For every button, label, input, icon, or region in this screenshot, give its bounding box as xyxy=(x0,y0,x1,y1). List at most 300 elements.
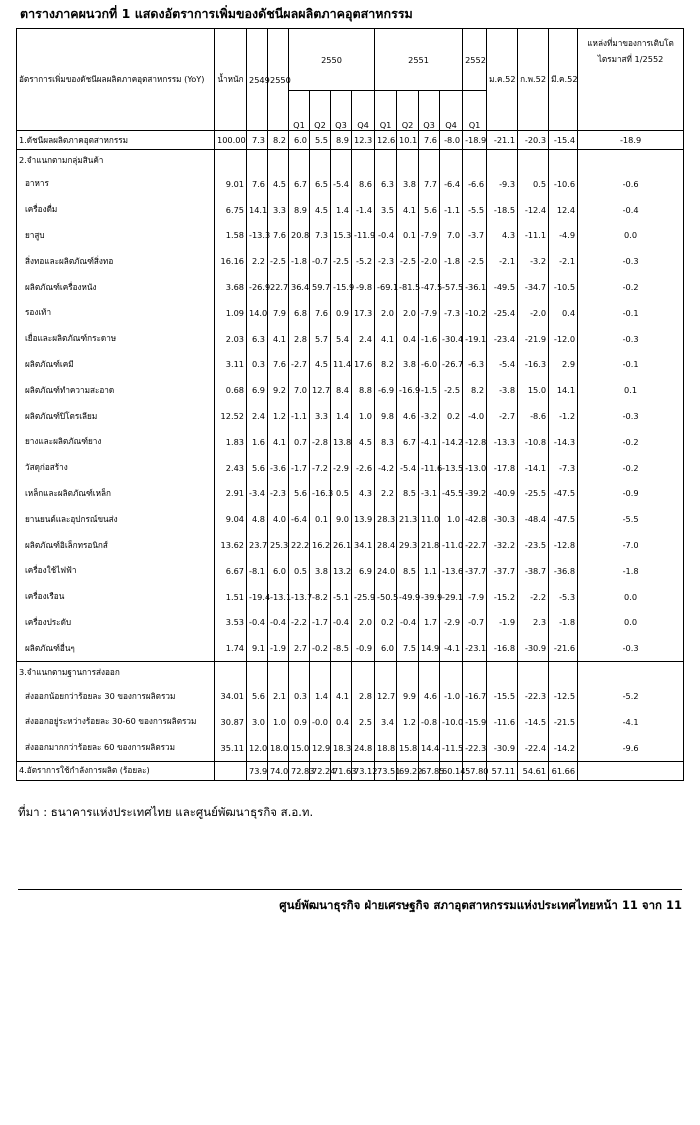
cell-value: 22.7 xyxy=(268,274,289,300)
cell-value: 1.2 xyxy=(397,709,419,735)
cell-value: 7.5 xyxy=(397,635,419,661)
cell-value: 13.2 xyxy=(331,558,352,584)
cell-value: -1.2 xyxy=(549,403,578,429)
cell-value: -12.4 xyxy=(518,197,549,223)
cell-value: 2.9 xyxy=(549,352,578,378)
cell-value: -22.4 xyxy=(518,735,549,761)
cell-value: -1.8 xyxy=(440,248,463,274)
row-label: 2.จำแนกตามกลุ่มสินค้า xyxy=(17,150,215,172)
cell-value: 6.0 xyxy=(375,635,397,661)
cell-value: -4.0 xyxy=(463,403,487,429)
cell-value xyxy=(549,150,578,172)
cell-value: -2.1 xyxy=(487,248,518,274)
cell-value xyxy=(289,662,310,684)
cell-value: -2.2 xyxy=(289,610,310,636)
cell-value: 60.14 xyxy=(440,761,463,780)
cell-value: 2.2 xyxy=(247,248,268,274)
cell-value: 7.6 xyxy=(310,300,331,326)
cell-value: 3.53 xyxy=(215,610,247,636)
cell-value: -30.9 xyxy=(487,735,518,761)
cell-value: -2.7 xyxy=(289,352,310,378)
header-quarter: Q3 xyxy=(331,91,352,131)
cell-value: -0.8 xyxy=(419,709,440,735)
cell-value: -2.2 xyxy=(518,584,549,610)
cell-value: 4.3 xyxy=(487,223,518,249)
cell-value: -2.5 xyxy=(268,248,289,274)
table-row xyxy=(17,610,684,636)
header-indicator-label: อัตราการเพิ่มของดัชนีผลผลิตภาคอุตสาหกรรม (YoY) xyxy=(17,29,215,131)
row-label: ยานยนต์และอุปกรณ์ขนส่ง xyxy=(17,506,215,532)
cell-value: 1.58 xyxy=(215,223,247,249)
table-row xyxy=(17,131,684,150)
cell-value: -9.3 xyxy=(487,171,518,197)
table-row xyxy=(17,352,684,378)
header-growth-source: แหล่งที่มาของการเติบโตไตรมาสที่ 1/2552 xyxy=(578,29,684,131)
row-label: ผลิตภัณฑ์ทำความสะอาด xyxy=(17,377,215,403)
cell-value: -40.9 xyxy=(487,481,518,507)
cell-value: 14.1 xyxy=(247,197,268,223)
cell-value: -15.5 xyxy=(487,683,518,709)
cell-value: 6.7 xyxy=(397,429,419,455)
cell-value xyxy=(578,662,684,684)
cell-value: 3.4 xyxy=(375,709,397,735)
cell-value: 1.83 xyxy=(215,429,247,455)
table-row xyxy=(17,223,684,249)
cell-value: -22.3 xyxy=(518,683,549,709)
cell-value: -1.0 xyxy=(440,683,463,709)
cell-value: -0.1 xyxy=(578,352,684,378)
cell-value: 9.1 xyxy=(247,635,268,661)
cell-value: 1.4 xyxy=(331,197,352,223)
cell-value: -1.7 xyxy=(310,610,331,636)
cell-value: 7.9 xyxy=(268,300,289,326)
cell-value: 1.1 xyxy=(419,558,440,584)
cell-value: -13.1 xyxy=(268,584,289,610)
cell-value: -13.3 xyxy=(247,223,268,249)
cell-value xyxy=(215,662,247,684)
cell-value: -13.0 xyxy=(463,455,487,481)
cell-value: 67.85 xyxy=(419,761,440,780)
cell-value: 4.1 xyxy=(375,326,397,352)
cell-value: -5.1 xyxy=(331,584,352,610)
cell-value: -37.7 xyxy=(463,558,487,584)
cell-value: -0.9 xyxy=(352,635,375,661)
cell-value: 4.6 xyxy=(397,403,419,429)
cell-value: 0.0 xyxy=(578,223,684,249)
cell-value: 8.9 xyxy=(331,131,352,150)
cell-value: -5.5 xyxy=(463,197,487,223)
cell-value: 18.8 xyxy=(375,735,397,761)
cell-value: -1.9 xyxy=(268,635,289,661)
table-row xyxy=(17,481,684,507)
cell-value: -2.5 xyxy=(331,248,352,274)
cell-value: -5.2 xyxy=(352,248,375,274)
cell-value: 1.6 xyxy=(247,429,268,455)
cell-value: -45.5 xyxy=(440,481,463,507)
cell-value: -14.1 xyxy=(518,455,549,481)
cell-value: 3.68 xyxy=(215,274,247,300)
cell-value xyxy=(397,662,419,684)
cell-value: 9.2 xyxy=(268,377,289,403)
cell-value xyxy=(247,150,268,172)
cell-value: -1.8 xyxy=(289,248,310,274)
cell-value: 8.3 xyxy=(375,429,397,455)
cell-value: -6.0 xyxy=(419,352,440,378)
cell-value: -36.8 xyxy=(549,558,578,584)
table-row xyxy=(17,635,684,661)
cell-value: 1.09 xyxy=(215,300,247,326)
cell-value: 8.2 xyxy=(268,131,289,150)
table-row xyxy=(17,532,684,558)
cell-value: 5.6 xyxy=(247,455,268,481)
cell-value: 1.2 xyxy=(268,403,289,429)
cell-value: 2.0 xyxy=(397,300,419,326)
cell-value: 8.2 xyxy=(375,352,397,378)
cell-value: 71.63 xyxy=(331,761,352,780)
cell-value: -12.5 xyxy=(549,683,578,709)
row-label: ยาสูบ xyxy=(17,223,215,249)
cell-value: -39.2 xyxy=(463,481,487,507)
cell-value: 8.4 xyxy=(331,377,352,403)
cell-value: -1.7 xyxy=(289,455,310,481)
cell-value: -8.1 xyxy=(247,558,268,584)
cell-value: -8.0 xyxy=(440,131,463,150)
page-title: ตารางภาคผนวกที่ 1 แสดงอัตราการเพิ่มของดัชนีผลผลิตภาคอุตสาหกรรม xyxy=(20,6,413,21)
cell-value: -12.8 xyxy=(549,532,578,558)
cell-value: -2.5 xyxy=(397,248,419,274)
cell-value: -10.8 xyxy=(518,429,549,455)
page-footer: ศูนย์พัฒนาธุรกิจ ฝ่ายเศรษฐกิจ สภาอุตสาหกรรมแห่งประเทศไทยหน้า 11 จาก 11 xyxy=(279,898,682,912)
cell-value xyxy=(215,150,247,172)
cell-value: -21.9 xyxy=(518,326,549,352)
cell-value xyxy=(268,150,289,172)
cell-value: -4.1 xyxy=(419,429,440,455)
cell-value: -0.4 xyxy=(375,223,397,249)
cell-value: -11.9 xyxy=(352,223,375,249)
cell-value: -37.7 xyxy=(487,558,518,584)
cell-value: 57.11 xyxy=(487,761,518,780)
cell-value xyxy=(487,662,518,684)
cell-value: -11.0 xyxy=(440,532,463,558)
cell-value: 22.2 xyxy=(289,532,310,558)
cell-value: 28.3 xyxy=(375,506,397,532)
cell-value: -23.1 xyxy=(463,635,487,661)
cell-value: 0.4 xyxy=(397,326,419,352)
row-label: เครื่องประดับ xyxy=(17,610,215,636)
cell-value: 3.3 xyxy=(310,403,331,429)
cell-value: 4.5 xyxy=(352,429,375,455)
header-quarters-2552: 2552 xyxy=(463,29,487,91)
table-row xyxy=(17,300,684,326)
cell-value: -57.5 xyxy=(440,274,463,300)
row-label: 3.จำแนกตามฐานการส่งออก xyxy=(17,662,215,684)
cell-value: -9.6 xyxy=(578,735,684,761)
cell-value: -0.1 xyxy=(578,300,684,326)
header-quarter: Q1 xyxy=(463,91,487,131)
table-row xyxy=(17,197,684,223)
cell-value: -7.3 xyxy=(549,455,578,481)
cell-value: 4.1 xyxy=(268,326,289,352)
header-quarter: Q2 xyxy=(310,91,331,131)
row-label: เครื่องดื่ม xyxy=(17,197,215,223)
cell-value: 0.4 xyxy=(549,300,578,326)
cell-value: -25.4 xyxy=(487,300,518,326)
cell-value: -17.8 xyxy=(487,455,518,481)
cell-value: 61.66 xyxy=(549,761,578,780)
cell-value: -0.3 xyxy=(578,635,684,661)
table-row xyxy=(17,735,684,761)
cell-value: 2.2 xyxy=(375,481,397,507)
table-row xyxy=(17,150,684,172)
cell-value: -6.3 xyxy=(463,352,487,378)
row-label: ผลิตภัณฑ์อื่นๆ xyxy=(17,635,215,661)
cell-value: 7.6 xyxy=(419,131,440,150)
cell-value: 72.83 xyxy=(289,761,310,780)
row-label: เครื่องใช้ไฟฟ้า xyxy=(17,558,215,584)
cell-value: 17.6 xyxy=(352,352,375,378)
row-label: 4.อัตราการใช้กำลังการผลิต (ร้อยละ) xyxy=(17,761,215,780)
cell-value: -7.3 xyxy=(440,300,463,326)
cell-value: -3.2 xyxy=(419,403,440,429)
cell-value: 4.1 xyxy=(331,683,352,709)
cell-value: -16.9 xyxy=(397,377,419,403)
cell-value: -10.6 xyxy=(549,171,578,197)
source-note: ที่มา : ธนาคารแห่งประเทศไทย และศูนย์พัฒนาธุรกิจ ส.อ.ท. xyxy=(18,805,314,819)
cell-value xyxy=(518,662,549,684)
cell-value: 4.5 xyxy=(310,352,331,378)
cell-value: -3.7 xyxy=(463,223,487,249)
cell-value: 8.5 xyxy=(397,481,419,507)
cell-value: -47.5 xyxy=(419,274,440,300)
cell-value: -0.0 xyxy=(310,709,331,735)
cell-value: -9.8 xyxy=(352,274,375,300)
cell-value: -15.9 xyxy=(463,709,487,735)
cell-value: 4.3 xyxy=(352,481,375,507)
header-quarter: Q4 xyxy=(352,91,375,131)
cell-value: 34.1 xyxy=(352,532,375,558)
cell-value: -47.5 xyxy=(549,506,578,532)
cell-value: 9.01 xyxy=(215,171,247,197)
cell-value xyxy=(518,150,549,172)
cell-value: 0.5 xyxy=(331,481,352,507)
cell-value: -30.3 xyxy=(487,506,518,532)
cell-value: 1.4 xyxy=(310,683,331,709)
cell-value xyxy=(397,150,419,172)
cell-value: 2.8 xyxy=(352,683,375,709)
cell-value: -1.8 xyxy=(578,558,684,584)
cell-value xyxy=(215,761,247,780)
cell-value: -16.8 xyxy=(487,635,518,661)
row-label: อาหาร xyxy=(17,171,215,197)
cell-value: 0.9 xyxy=(331,300,352,326)
cell-value: -25.5 xyxy=(518,481,549,507)
table-row xyxy=(17,683,684,709)
industrial-index-table xyxy=(16,28,684,781)
cell-value: 5.5 xyxy=(310,131,331,150)
cell-value: -30.4 xyxy=(440,326,463,352)
table-row xyxy=(17,558,684,584)
cell-value: 2.03 xyxy=(215,326,247,352)
cell-value: 0.0 xyxy=(578,610,684,636)
cell-value: 0.2 xyxy=(375,610,397,636)
row-label: ส่งออกน้อยกว่าร้อยละ 30 ของการผลิตรวม xyxy=(17,683,215,709)
cell-value: 28.4 xyxy=(375,532,397,558)
cell-value: 6.7 xyxy=(289,171,310,197)
cell-value: 13.9 xyxy=(352,506,375,532)
row-label: เครื่องเรือน xyxy=(17,584,215,610)
cell-value: -0.9 xyxy=(578,481,684,507)
cell-value: -48.4 xyxy=(518,506,549,532)
cell-value: -6.4 xyxy=(440,171,463,197)
row-label: ผลิตภัณฑ์เครื่องหนัง xyxy=(17,274,215,300)
cell-value: -13.3 xyxy=(487,429,518,455)
cell-value: -15.4 xyxy=(549,131,578,150)
header-quarter: Q3 xyxy=(419,91,440,131)
cell-value: -5.4 xyxy=(397,455,419,481)
table-row xyxy=(17,326,684,352)
cell-value: 4.5 xyxy=(268,171,289,197)
row-label: 1.ดัชนีผลผลิตภาคอุตสาหกรรม xyxy=(17,131,215,150)
cell-value: 6.75 xyxy=(215,197,247,223)
footer-divider xyxy=(18,889,682,890)
cell-value: -5.5 xyxy=(578,506,684,532)
cell-value: 21.3 xyxy=(397,506,419,532)
cell-value: -1.1 xyxy=(440,197,463,223)
cell-value: -0.3 xyxy=(578,248,684,274)
cell-value: 17.3 xyxy=(352,300,375,326)
cell-value: 1.4 xyxy=(331,403,352,429)
cell-value: 7.7 xyxy=(419,171,440,197)
header-quarter: Q2 xyxy=(397,91,419,131)
cell-value: 2.0 xyxy=(352,610,375,636)
cell-value: 7.6 xyxy=(268,352,289,378)
cell-value: 6.67 xyxy=(215,558,247,584)
cell-value: 24.0 xyxy=(375,558,397,584)
cell-value: 8.5 xyxy=(397,558,419,584)
cell-value: -8.2 xyxy=(310,584,331,610)
cell-value: -7.9 xyxy=(463,584,487,610)
cell-value: -0.6 xyxy=(578,171,684,197)
cell-value: -2.7 xyxy=(487,403,518,429)
cell-value: -15.2 xyxy=(487,584,518,610)
cell-value: -4.2 xyxy=(375,455,397,481)
cell-value: -20.3 xyxy=(518,131,549,150)
cell-value: 57.80 xyxy=(463,761,487,780)
cell-value xyxy=(549,662,578,684)
cell-value: -49.9 xyxy=(397,584,419,610)
header-quarter: Q1 xyxy=(289,91,310,131)
cell-value: -6.9 xyxy=(375,377,397,403)
cell-value: 7.6 xyxy=(247,171,268,197)
cell-value: -11.6 xyxy=(419,455,440,481)
cell-value xyxy=(419,150,440,172)
cell-value: 3.8 xyxy=(310,558,331,584)
cell-value: 18.3 xyxy=(331,735,352,761)
cell-value: 73.9 xyxy=(247,761,268,780)
cell-value: 8.8 xyxy=(352,377,375,403)
cell-value: 13.62 xyxy=(215,532,247,558)
header-month-jan: ม.ค.52 xyxy=(487,29,518,131)
cell-value: -23.4 xyxy=(487,326,518,352)
cell-value: 0.1 xyxy=(310,506,331,532)
cell-value: -1.1 xyxy=(289,403,310,429)
cell-value: 12.6 xyxy=(375,131,397,150)
cell-value: -21.1 xyxy=(487,131,518,150)
cell-value: -15.9 xyxy=(331,274,352,300)
cell-value: -11.1 xyxy=(518,223,549,249)
cell-value: -4.9 xyxy=(549,223,578,249)
cell-value: 12.4 xyxy=(549,197,578,223)
cell-value: -3.1 xyxy=(419,481,440,507)
cell-value: 0.9 xyxy=(289,709,310,735)
cell-value: -2.1 xyxy=(549,248,578,274)
cell-value: 6.9 xyxy=(247,377,268,403)
table-row xyxy=(17,761,684,780)
cell-value: 12.7 xyxy=(375,683,397,709)
cell-value: -3.4 xyxy=(247,481,268,507)
cell-value: -10.2 xyxy=(463,300,487,326)
cell-value: 0.68 xyxy=(215,377,247,403)
row-label: ผลิตภัณฑ์อิเล็กทรอนิกส์ xyxy=(17,532,215,558)
cell-value: -0.7 xyxy=(310,248,331,274)
cell-value: 16.16 xyxy=(215,248,247,274)
cell-value: 2.43 xyxy=(215,455,247,481)
cell-value: -10.0 xyxy=(440,709,463,735)
row-label: ส่งออกมากกว่าร้อยละ 60 ของการผลิตรวม xyxy=(17,735,215,761)
cell-value: -2.8 xyxy=(310,429,331,455)
cell-value: -26.9 xyxy=(247,274,268,300)
cell-value: 4.1 xyxy=(397,197,419,223)
cell-value: 34.01 xyxy=(215,683,247,709)
cell-value: 1.51 xyxy=(215,584,247,610)
cell-value: 2.5 xyxy=(352,709,375,735)
header-quarter: Q1 xyxy=(375,91,397,131)
cell-value: -0.7 xyxy=(463,610,487,636)
cell-value: -2.6 xyxy=(352,455,375,481)
header-year-2549: 2549 xyxy=(247,29,268,131)
cell-value: 54.61 xyxy=(518,761,549,780)
cell-value: 7.0 xyxy=(440,223,463,249)
cell-value: -5.4 xyxy=(331,171,352,197)
cell-value: 6.8 xyxy=(289,300,310,326)
cell-value: -3.8 xyxy=(487,377,518,403)
cell-value: -30.9 xyxy=(518,635,549,661)
cell-value: -22.3 xyxy=(463,735,487,761)
cell-value: 4.8 xyxy=(247,506,268,532)
cell-value: 11.4 xyxy=(331,352,352,378)
cell-value: 5.6 xyxy=(419,197,440,223)
cell-value: -14.2 xyxy=(549,735,578,761)
cell-value: 2.91 xyxy=(215,481,247,507)
cell-value: 18.0 xyxy=(268,735,289,761)
row-label: รองเท้า xyxy=(17,300,215,326)
cell-value: 15.0 xyxy=(518,377,549,403)
cell-value: -0.4 xyxy=(578,197,684,223)
cell-value: 23.7 xyxy=(247,532,268,558)
cell-value: 5.6 xyxy=(247,683,268,709)
cell-value: 15.8 xyxy=(397,735,419,761)
cell-value: -29.1 xyxy=(440,584,463,610)
header-quarters-2551: 2551 xyxy=(375,29,463,91)
cell-value: -21.6 xyxy=(549,635,578,661)
cell-value: 9.0 xyxy=(331,506,352,532)
cell-value: 35.11 xyxy=(215,735,247,761)
cell-value: 14.1 xyxy=(549,377,578,403)
cell-value: 24.8 xyxy=(352,735,375,761)
cell-value: -6.6 xyxy=(463,171,487,197)
cell-value: -5.3 xyxy=(549,584,578,610)
cell-value: -0.4 xyxy=(247,610,268,636)
